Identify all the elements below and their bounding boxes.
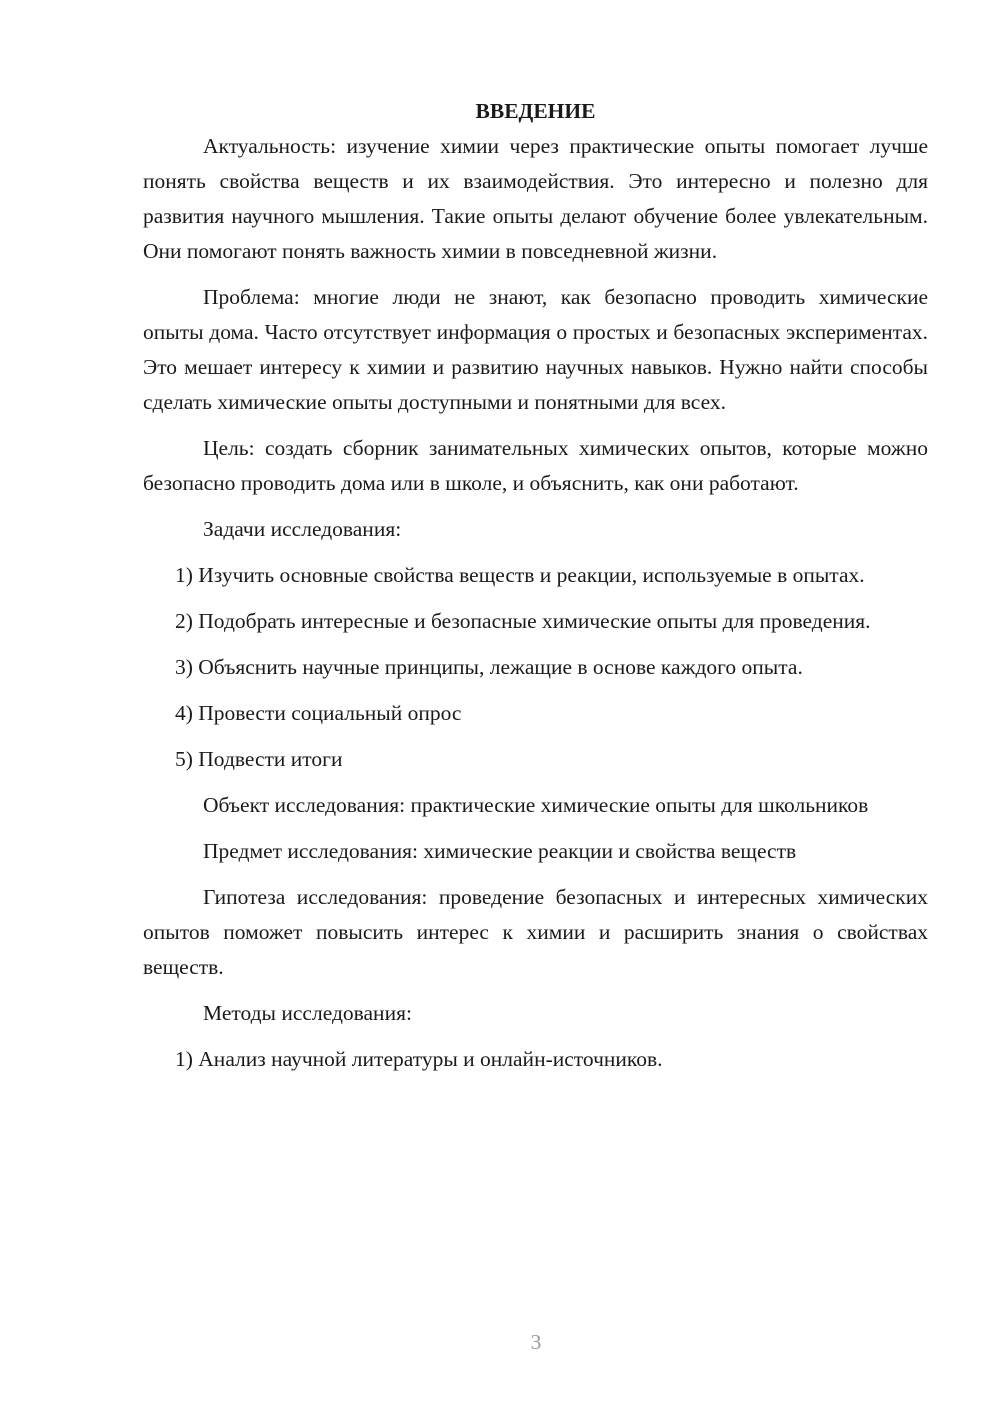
subject-paragraph: Предмет исследования: химические реакции и свойства веществ <box>203 839 797 863</box>
page-content <box>143 94 928 1088</box>
page-number: 3 <box>530 1330 542 1354</box>
relevance-paragraph: Актуальность: изучение химии через практические опыты помогает лучше понять свойства веществ и их взаимодействия. Это интересно и полезно для развития научного мышления. Такие опыты делают обучение более увлекательным. Они помогают понять важность химии в повседневной жизни. <box>143 134 928 263</box>
task-item: 3) Объяснить научные принципы, лежащие в основе каждого опыта. <box>175 655 803 679</box>
task-item: 5) Подвести итоги <box>175 747 343 771</box>
problem-paragraph: Проблема: многие люди не знают, как безопасно проводить химические опыты дома. Часто отсутствует информация о простых и безопасных экспериментах. Это мешает интересу к химии и развитию научных навыков. Нужно найти способы сделать химические опыты доступными и понятными для всех. <box>143 285 928 414</box>
tasks-heading: Задачи исследования: <box>203 517 402 541</box>
object-paragraph: Объект исследования: практические химические опыты для школьников <box>203 793 869 817</box>
task-item: 1) Изучить основные свойства веществ и реакции, используемые в опытах. <box>175 563 865 587</box>
hypothesis-paragraph: Гипотеза исследования: проведение безопасных и интересных химических опытов поможет повысить интерес к химии и расширить знания о свойствах веществ. <box>143 885 928 979</box>
section-title: ВВЕДЕНИЕ <box>475 99 596 123</box>
task-item: 4) Провести социальный опрос <box>175 701 462 725</box>
task-item: 2) Подобрать интересные и безопасные химические опыты для проведения. <box>175 609 871 633</box>
method-item: 1) Анализ научной литературы и онлайн-источников. <box>175 1047 663 1071</box>
goal-paragraph: Цель: создать сборник занимательных химических опытов, которые можно безопасно проводить дома или в школе, и объяснить, как они работают. <box>143 436 928 495</box>
methods-heading: Методы исследования: <box>203 1001 412 1025</box>
